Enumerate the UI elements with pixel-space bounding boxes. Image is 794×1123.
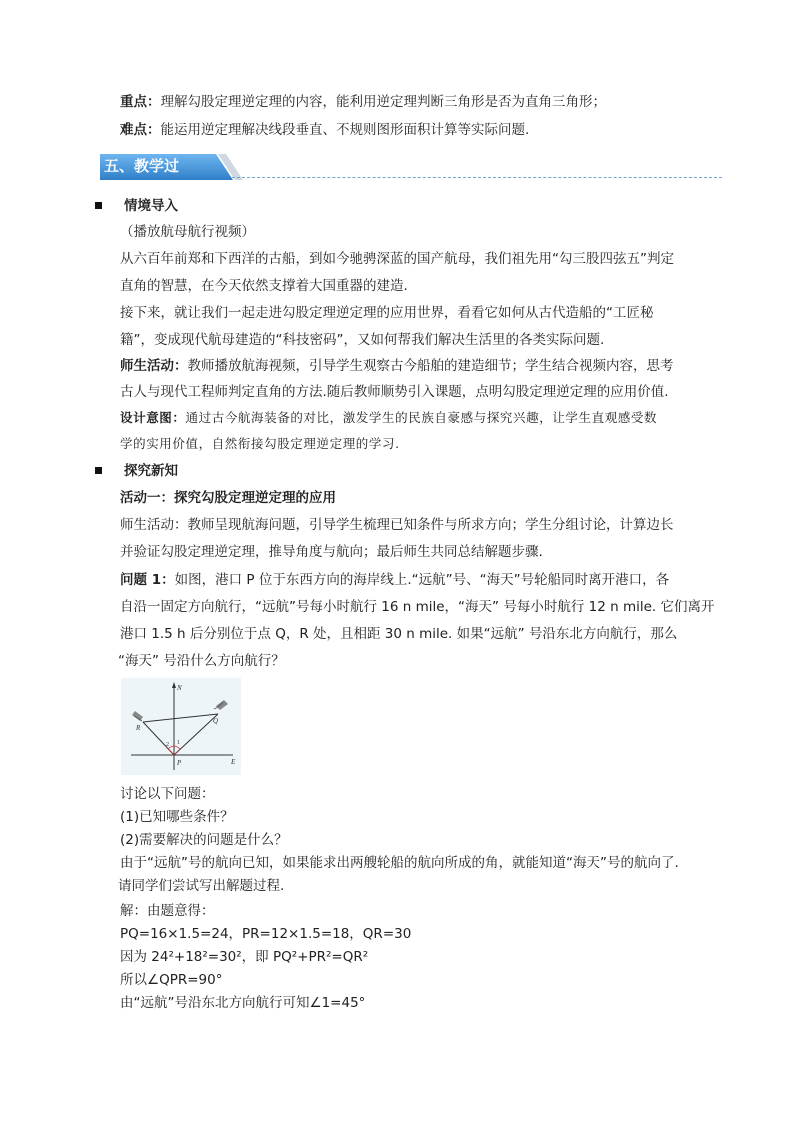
- intro-p1-l1: 从六百年前郑和下西洋的古船，到如今驰骋深蓝的国产航母，我们祖先用“勾三股四弦五”判定: [120, 251, 674, 267]
- solution-line3: 所以∠QPR=90°: [120, 972, 223, 988]
- design-text: 通过古今航海装备的对比，激发学生的民族自豪感与探究兴趣，让学生直观感受数: [185, 410, 658, 425]
- point-q-label: Q: [213, 717, 219, 725]
- question-text: 如图，港口 P 位于东西方向的海岸线上.“远航”号、“海天”号轮船同时离开港口，各: [174, 572, 670, 588]
- discussion-intro: 讨论以下问题：: [120, 786, 215, 802]
- square-bullet-icon: [95, 467, 102, 474]
- section-divider: [232, 177, 722, 178]
- focus-line: [120, 92, 606, 112]
- discussion-q2: (2)需要解决的问题是什么？: [120, 832, 288, 848]
- focus-text: 理解勾股定理逆定理的内容，能利用逆定理判断三角形是否为直角三角形；: [160, 94, 606, 110]
- square-bullet-icon: [95, 202, 102, 209]
- design-intent-l1: [120, 408, 657, 428]
- point-r-label: R: [136, 724, 141, 732]
- intro-activity-l2: 古人与现代工程师判定直角的方法.随后教师顺势引入课题，点明勾股定理逆定理的应用价值.: [120, 384, 669, 400]
- intro-p2-l2: 籍”，变成现代航母建造的“科技密码”，又如何帮我们解决生活里的各类实际问题.: [120, 332, 605, 348]
- question-l3: 港口 1.5 h 后分别位于点 Q，R 处，且相距 30 n mile. 如果“远航” 号沿东北方向航行，那么: [120, 626, 678, 642]
- question-l2: 自沿一固定方向航行，“远航”号每小时航行 16 n mile，“海天” 号每小时航行 12 n mile. 它们离开: [120, 599, 715, 615]
- explore-act-text: 教师呈现航海问题，引导学生梳理已知条件与所求方向；学生分组讨论，计算边长: [187, 517, 674, 533]
- intro-p1-l2: 直角的智慧，在今天依然支撑着大国重器的建造.: [120, 278, 408, 294]
- explore-act-l1: [120, 515, 674, 535]
- explore-act-label: 师生活动：: [120, 517, 188, 533]
- intro-p2-l1: 接下来，就让我们一起走进勾股定理逆定理的应用世界，看看它如何从古代造船的“工匠秘: [120, 305, 654, 321]
- section-title: 五、教学过: [104, 157, 180, 175]
- solution-line2: 因为 24²+18²=30²，即 PQ²+PR²=QR²: [120, 949, 369, 965]
- difficulty-line: [120, 120, 529, 140]
- activity1-title: 活动一：探究勾股定理逆定理的应用: [120, 490, 336, 506]
- explore-heading: 探究新知: [124, 463, 178, 479]
- solution-heading: 解：由题意得：: [120, 903, 215, 919]
- explore-heading-row: [95, 461, 178, 481]
- point-p-label: P: [177, 759, 182, 767]
- discussion-p-l2: 请同学们尝试写出解题过程.: [118, 878, 285, 894]
- solution-line4: 由“远航”号沿东北方向航行可知∠1=45°: [120, 995, 366, 1011]
- question-l4: “海天” 号沿什么方向航行？: [118, 653, 285, 669]
- discussion-p-l1: 由于“远航”号的航向已知，如果能求出两艘轮船的航向所成的角，就能知道“海天”号的航向了.: [120, 855, 679, 871]
- angle2-label: 2: [166, 742, 169, 748]
- difficulty-text: 能运用逆定理解决线段垂直、不规则图形面积计算等实际问题.: [160, 122, 530, 138]
- video-note: （播放航母航行视频）: [120, 224, 255, 240]
- explore-act-l2: 并验证勾股定理逆定理，推导角度与航向；最后师生共同总结解题步骤.: [120, 544, 543, 560]
- angle1-label: 1: [177, 740, 180, 746]
- difficulty-label: 难点：: [120, 122, 161, 138]
- intro-heading-row: [95, 196, 178, 216]
- intro-activity-text: 教师播放航海视频，引导学生观察古今船舶的建造细节；学生结合视频内容，思考: [187, 358, 674, 374]
- focus-label: 重点：: [120, 94, 161, 110]
- east-label: E: [231, 758, 236, 766]
- design-intent-l2: 学的实用价值，自然衔接勾股定理逆定理的学习.: [120, 436, 400, 451]
- intro-activity-label: 师生活动：: [120, 358, 188, 374]
- design-label: 设计意图：: [120, 410, 186, 425]
- question-l1: [120, 570, 669, 590]
- navigation-diagram: [121, 678, 241, 775]
- north-label: N: [177, 684, 182, 692]
- discussion-q1: (1)已知哪些条件？: [120, 809, 234, 825]
- intro-activity-l1: [120, 356, 674, 376]
- question-label: 问题 1：: [120, 572, 175, 588]
- solution-line1: PQ=16×1.5=24，PR=12×1.5=18，QR=30: [120, 926, 412, 942]
- intro-heading: 情境导入: [124, 198, 178, 214]
